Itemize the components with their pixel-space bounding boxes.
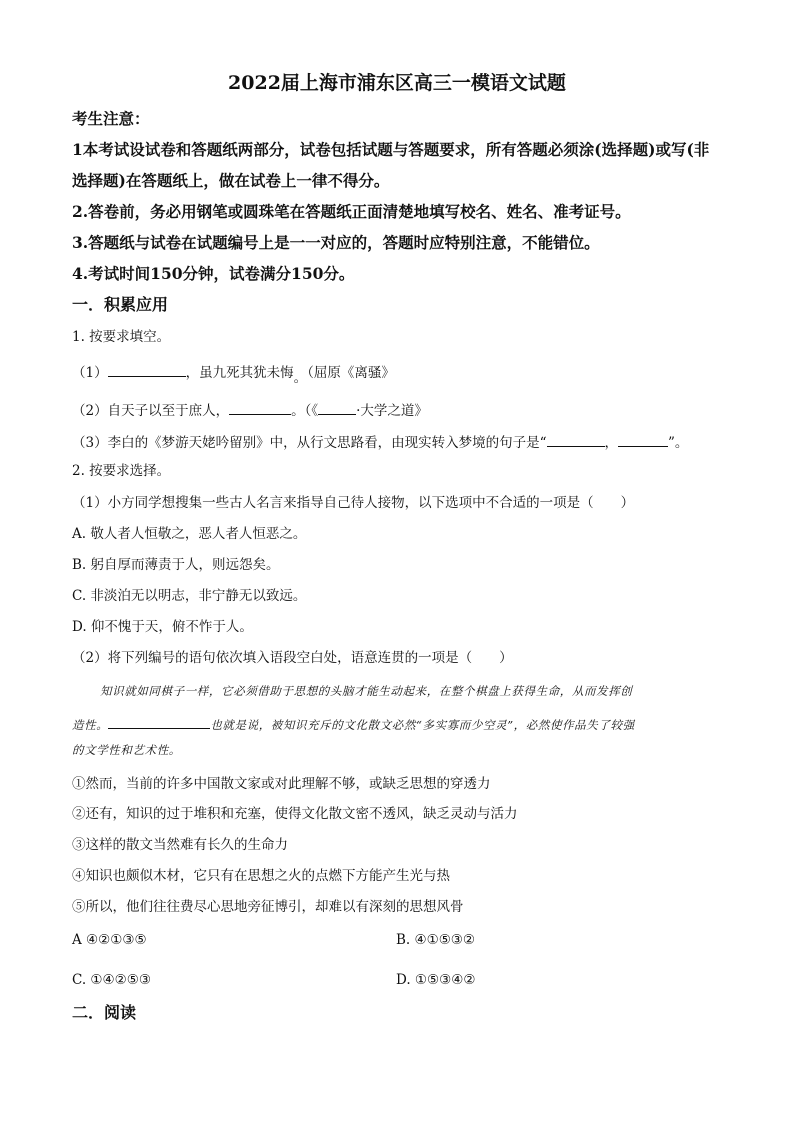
section-2-heading: 二．阅读	[72, 1003, 137, 1022]
notice-item-1: 1本考试设试卷和答题纸两部分，试卷包括试题与答题要求，所有答题必须涂(选择题)或写(非	[72, 140, 710, 159]
q1-sub2-source: ·大学之道》	[356, 403, 428, 419]
q2-part1-option-c: C. 非淡泊无以明志，非宁静无以致远。	[72, 588, 307, 604]
q2-part2-stem: （2）将下列编号的语句依次填入语段空白处，语意连贯的一项是（ ）	[72, 650, 513, 666]
q1-stem: 1. 按要求填空。	[72, 329, 171, 345]
sentence-5: ⑤所以，他们往往费尽心思地旁征博引，却难以有深刻的思想风骨	[72, 899, 464, 915]
answer-blank[interactable]	[618, 434, 668, 447]
sentence-3: ③这样的散文当然难有长久的生命力	[72, 837, 288, 853]
sentence-2: ②还有，知识的过于堆积和充塞，使得文化散文密不透风，缺乏灵动与活力	[72, 806, 518, 822]
q2-part2-option-a: A ④②①③⑤	[72, 932, 147, 948]
q1-sub2	[72, 402, 428, 419]
notice-item-4: 4.考试时间150分钟，试卷满分150分。	[72, 264, 355, 283]
notice-item-1-cont: 选择题)在答题纸上，做在试卷上一律不得分。	[72, 171, 390, 190]
passage-line-2-start: 造性。	[72, 718, 109, 732]
q2-part2-option-b: B. ④①⑤③②	[396, 932, 476, 948]
q1-sub3-comma: ，	[604, 435, 618, 451]
sentence-1: ①然而，当前的许多中国散文家或对此理解不够，或缺乏思想的穿透力	[72, 776, 491, 792]
q1-sub1-period: 。	[293, 370, 308, 386]
sentence-4: ④知识也颇似木材，它只有在思想之火的点燃下方能产生光与热	[72, 868, 450, 884]
passage-line-2	[72, 716, 635, 732]
q2-part1-option-b: B. 躬自厚而薄责于人，则远怨矣。	[72, 557, 280, 573]
q1-sub3	[72, 434, 688, 451]
notice-item-2: 2.答卷前，务必用钢笔或圆珠笔在答题纸正面清楚地填写校名、姓名、准考证号。	[72, 202, 631, 221]
passage-blank[interactable]	[108, 716, 210, 729]
q2-part1-stem: （1）小方同学想搜集一些古人名言来指导自己待人接物，以下选项中不合适的一项是（ ）	[72, 495, 635, 511]
q2-stem: 2. 按要求选择。	[72, 463, 171, 479]
q2-part1-option-d: D. 仰不愧于天，俯不怍于人。	[72, 619, 253, 635]
answer-blank[interactable]	[547, 434, 605, 447]
q1-sub2-mid: 。（《	[291, 403, 319, 419]
passage-line-2-end: 也就是说，被知识充斥的文化散文必然“多实寡而少空灵”，必然使作品失了较强	[210, 718, 635, 732]
q1-sub2-text: （2）自天子以至于庶人，	[72, 403, 230, 419]
passage-line-3: 的文学性和艺术性。	[72, 743, 181, 757]
notice-heading: 考生注意：	[72, 109, 150, 128]
q1-sub1	[72, 364, 395, 386]
q1-sub1-number: （1）	[72, 365, 108, 381]
q2-part2-option-d: D. ①⑤③④②	[396, 972, 476, 988]
section-1-heading: 一．积累应用	[72, 295, 169, 314]
page-title: 2022届上海市浦东区高三一模语文试题	[228, 72, 566, 94]
answer-blank[interactable]	[229, 402, 291, 415]
q2-part1-option-a: A. 敬人者人恒敬之，恶人者人恒恶之。	[72, 526, 307, 542]
q1-sub1-source: （屈原《离骚》	[307, 365, 395, 381]
q1-sub3-text: （3）李白的《梦游天姥吟留别》中，从行文思路看，由现实转入梦境的句子是“	[72, 435, 547, 451]
passage-line-1: 知识就如同棋子一样，它必须借助于思想的头脑才能生动起来，在整个棋盘上获得生命，从而发挥创	[100, 684, 633, 698]
q2-part2-option-c: C. ①④②⑤③	[72, 972, 151, 988]
notice-item-3: 3.答题纸与试卷在试题编号上是一一对应的，答题时应特别注意，不能错位。	[72, 233, 600, 252]
q1-sub1-text: ，虽九死其犹未悔	[185, 365, 294, 381]
answer-blank[interactable]	[318, 402, 356, 415]
q1-sub3-end: ”。	[668, 435, 689, 451]
answer-blank[interactable]	[108, 364, 186, 377]
